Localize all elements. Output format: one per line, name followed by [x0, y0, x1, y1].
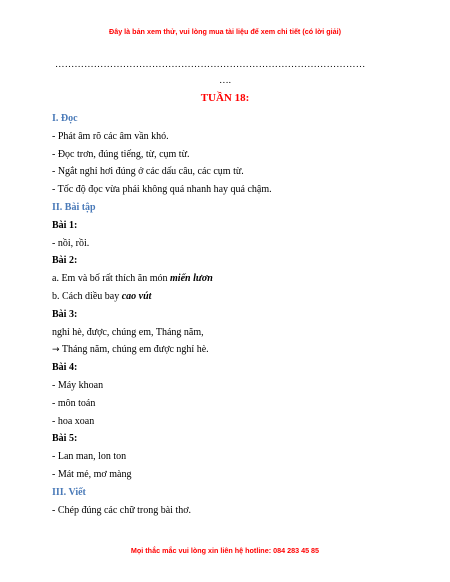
list-item: - Mát mẻ, mơ màng: [52, 468, 132, 480]
footer-banner: Mọi thắc mắc vui lòng xin liên hệ hotline: 084 283 45 85: [130, 546, 320, 555]
dotted-line-continuation: ….: [219, 76, 231, 86]
arrow-right-icon: →: [52, 345, 60, 356]
exercise-answer: - nồi, rồi.: [52, 237, 90, 249]
list-item: - Chép đúng các chữ trong bài thơ.: [52, 504, 192, 516]
section-heading-bai-tap: II. Bài tập: [52, 201, 96, 213]
exercise-label: Bài 3:: [52, 308, 78, 320]
answer-emphasis: miến lươn: [170, 273, 213, 285]
exercise-answer: [52, 270, 412, 288]
header-banner: Đây là bản xem thử, vui lòng mua tài liệu để xem chi tiết (có lời giải): [109, 27, 341, 36]
exercise-answer: [52, 341, 412, 359]
page-title: TUẦN 18:: [200, 92, 250, 104]
list-item: - hoa xoan: [52, 415, 95, 427]
list-item: - Ngắt nghỉ hơi đúng ở các dấu câu, các cụm từ.: [52, 166, 244, 178]
dotted-line: ……………………………………………………………………………………: [55, 60, 366, 70]
exercise-answer: nghỉ hè, được, chúng em, Tháng năm,: [52, 326, 204, 338]
section-heading-viet: III. Viết: [52, 486, 86, 498]
list-item: - môn toán: [52, 397, 96, 409]
exercise-label: Bài 1:: [52, 219, 78, 231]
answer-emphasis: cao vút: [121, 290, 152, 302]
list-item: - Máy khoan: [52, 379, 104, 391]
document-content: [52, 110, 412, 519]
answer-text: a. Em và bố rất thích ăn món: [52, 273, 171, 285]
list-item: - Lan man, lon ton: [52, 451, 127, 463]
exercise-label: Bài 4:: [52, 362, 78, 374]
list-item: - Phát âm rõ các âm vần khó.: [52, 130, 169, 142]
answer-text: Tháng năm, chúng em được nghỉ hè.: [59, 344, 209, 356]
answer-text: b. Cách diều bay: [52, 290, 122, 302]
exercise-answer: [52, 288, 412, 306]
exercise-label: Bài 5:: [52, 433, 78, 445]
list-item: - Tốc độ đọc vừa phải không quá nhanh hay quá chậm.: [52, 184, 272, 196]
list-item: - Đọc trơn, đúng tiếng, từ, cụm từ.: [52, 148, 190, 160]
exercise-label: Bài 2:: [52, 255, 78, 267]
section-heading-doc: I. Đọc: [52, 113, 78, 124]
